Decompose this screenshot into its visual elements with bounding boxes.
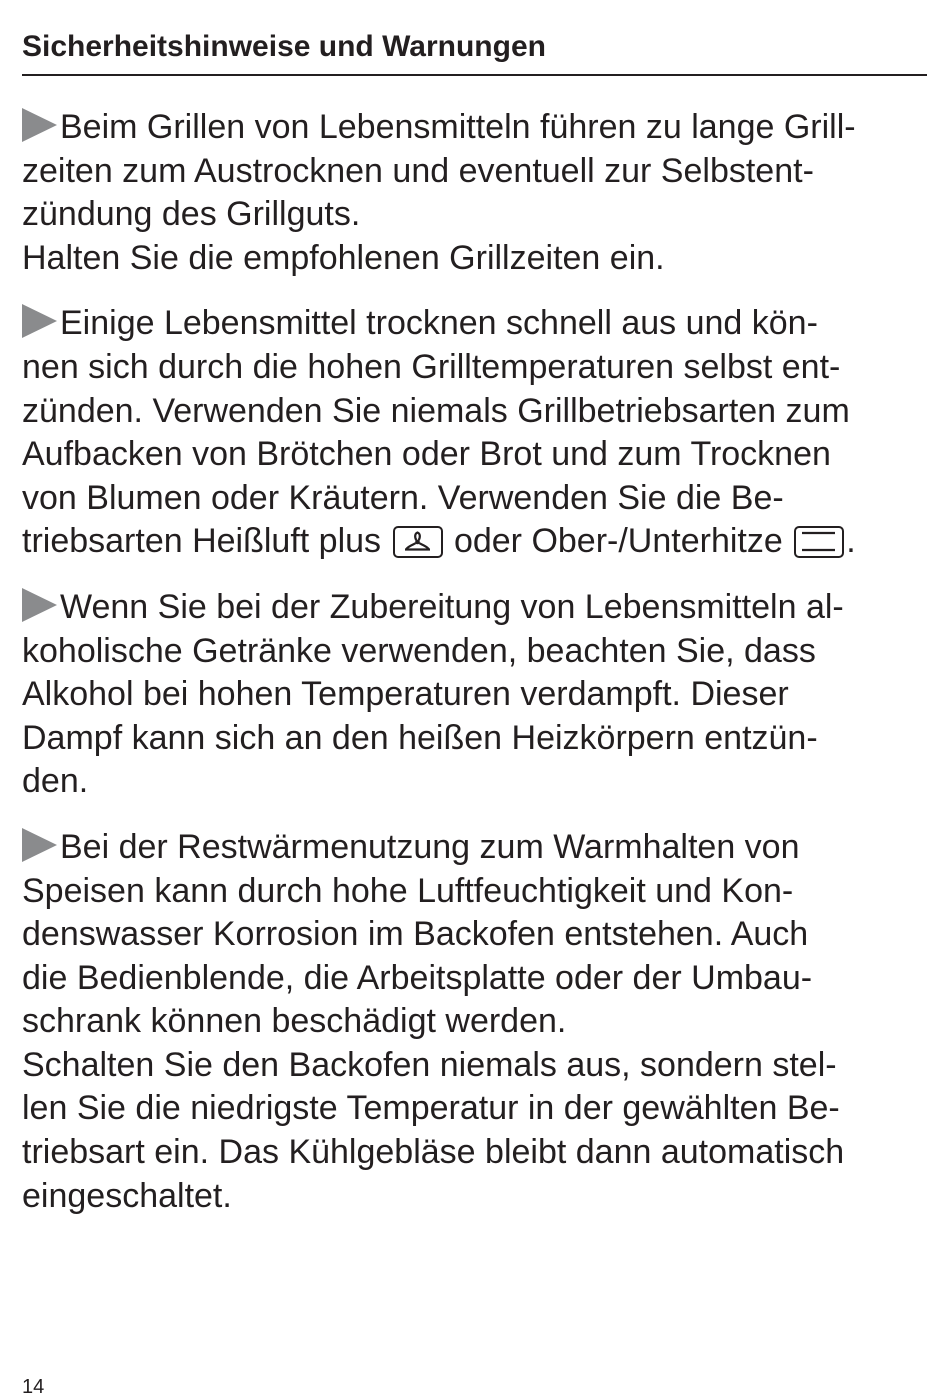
fan-plus-icon — [393, 526, 443, 558]
warning-item-grill-times — [22, 106, 927, 280]
text-line: schrank können beschädigt werden. — [22, 1002, 567, 1041]
text-line: nen sich durch die hohen Grilltemperaturen selbst ent- — [22, 347, 841, 386]
text-line: denswasser Korrosion im Backofen entstehen. Auch — [22, 915, 809, 954]
warning-arrow-icon — [22, 108, 57, 142]
top-bottom-heat-icon — [794, 526, 844, 558]
warning-list — [22, 106, 927, 1240]
text-line: Wenn Sie bei der Zubereitung von Lebensmitteln al- — [22, 586, 927, 630]
text-line: zündung des Grillguts. — [22, 195, 361, 234]
text-line: zünden. Verwenden Sie niemals Grillbetriebsarten zum — [22, 391, 850, 430]
text-line: Aufbacken von Brötchen oder Brot und zum Trocknen — [22, 435, 831, 474]
text-line: den. — [22, 762, 89, 801]
text-line: len Sie die niedrigste Temperatur in der gewählten Be- — [22, 1089, 840, 1128]
top-bottom-heat-icon-graphic — [796, 528, 841, 555]
warning-item-self-ignition — [22, 302, 927, 564]
page-number: 14 — [22, 1376, 45, 1398]
warning-arrow-icon — [22, 304, 57, 338]
text-line: Beim Grillen von Lebensmitteln führen zu lange Grill- — [22, 106, 927, 150]
text-line: Dampf kann sich an den heißen Heizkörpern entzün- — [22, 718, 818, 757]
text-line: die Bedienblende, die Arbeitsplatte oder der Umbau- — [22, 958, 813, 997]
text-line: Bei der Restwärmenutzung zum Warmhalten von — [22, 826, 927, 870]
text-line: Speisen kann durch hohe Luftfeuchtigkeit und Kon- — [22, 871, 794, 910]
text-line: zeiten zum Austrocknen und eventuell zur Selbstent- — [22, 151, 814, 190]
text-line: Alkohol bei hohen Temperaturen verdampft. Dieser — [22, 675, 789, 714]
section-title: Sicherheitshinweise und Warnungen — [22, 28, 927, 76]
text-line: Einige Lebensmittel trocknen schnell aus und kön- — [22, 302, 927, 346]
text-line: eingeschaltet. — [22, 1176, 232, 1215]
text-line: Halten Sie die empfohlenen Grillzeiten ein. — [22, 238, 665, 277]
warning-item-alcohol — [22, 586, 927, 804]
text-line: Schalten Sie den Backofen niemals aus, sondern stel- — [22, 1045, 837, 1084]
fan-plus-icon-graphic — [395, 528, 440, 555]
text-line: triebsart ein. Das Kühlgebläse bleibt dann automatisch — [22, 1133, 845, 1172]
warning-arrow-icon — [22, 828, 57, 862]
warning-arrow-icon — [22, 588, 57, 622]
warning-item-residual-heat — [22, 826, 927, 1218]
text-line: triebsarten Heißluft plus oder Ober-/Unterhitze . — [22, 522, 856, 561]
text-line: von Blumen oder Kräutern. Verwenden Sie die Be- — [22, 478, 784, 517]
text-line: koholische Getränke verwenden, beachten Sie, dass — [22, 631, 816, 670]
